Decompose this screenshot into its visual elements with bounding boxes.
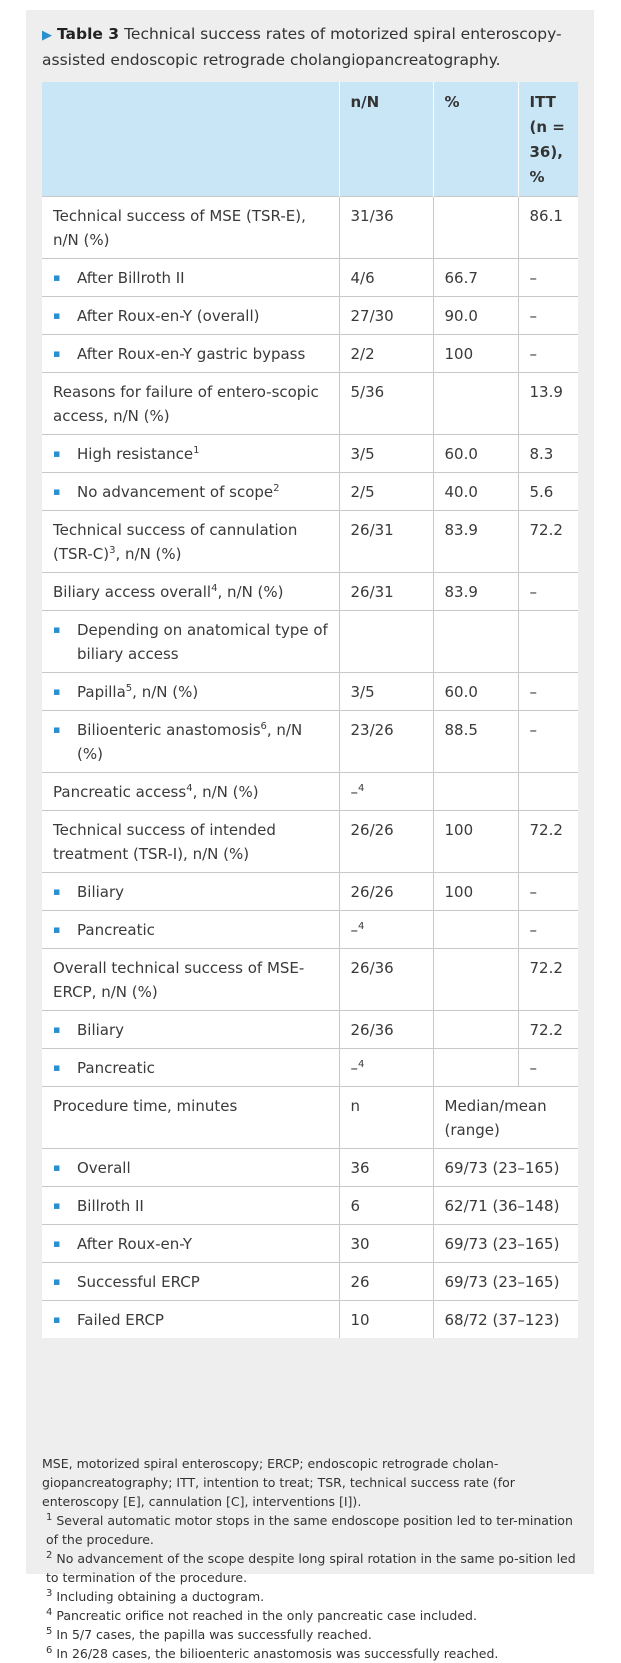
row-label (42, 1149, 339, 1187)
row-label-text (77, 342, 305, 366)
row-label (42, 1301, 339, 1339)
table-row (42, 611, 578, 673)
row-label-content (53, 780, 333, 804)
cell-stat: Median/mean (range) (433, 1087, 578, 1149)
footnote-text: In 26/28 cases, the bilioenteric anastomosis was successfully reached. (56, 1646, 499, 1661)
cell-pct: 60.0 (433, 435, 518, 473)
bullet-square-icon: ▪ (53, 1313, 61, 1326)
bullet-square-icon: ▪ (53, 309, 61, 322)
cell-nN (339, 573, 433, 611)
cell-nN (339, 373, 433, 435)
cell-nN (339, 197, 433, 259)
header-pct: % (433, 82, 518, 197)
cell-n: 30 (339, 1225, 433, 1263)
cell-nN-value: 31/36 (350, 207, 394, 225)
footnote-ref: 4 (358, 921, 365, 932)
cell-nN (339, 335, 433, 373)
cell-pct (433, 373, 518, 435)
footnote-ref: 4 (186, 783, 193, 794)
bullet-square-icon: ▪ (53, 685, 61, 698)
row-label-main: Depending on anatomical type of biliary access (77, 621, 328, 663)
bullet-square-icon: ▪ (53, 1161, 61, 1174)
row-label-text (77, 442, 200, 466)
cell-nN-value: – (350, 783, 358, 801)
row-label (42, 197, 339, 259)
cell-nN-value: 3/5 (350, 445, 375, 463)
row-label-content (53, 1270, 333, 1294)
row-label-text (53, 821, 276, 863)
caption-arrow-icon: ▶ (42, 28, 52, 43)
row-label-main: Papilla (77, 683, 126, 701)
cell-nN-value: 3/5 (350, 683, 375, 701)
row-label: Procedure time, minutes (42, 1087, 339, 1149)
cell-pct: 90.0 (433, 297, 518, 335)
header-row (42, 82, 578, 197)
cell-nN-value: 2/5 (350, 483, 375, 501)
row-label-content (53, 718, 333, 766)
cell-nN (339, 673, 433, 711)
row-label-text (53, 959, 304, 1001)
row-label-text (77, 1056, 155, 1080)
cell-nN (339, 611, 433, 673)
table-caption (26, 10, 594, 72)
row-label-content (53, 956, 333, 1004)
row-label-content (53, 880, 333, 904)
cell-itt: – (518, 711, 578, 773)
table-row (42, 811, 578, 873)
cell-nN (339, 1011, 433, 1049)
row-label-content (53, 442, 333, 466)
cell-nN (339, 811, 433, 873)
row-label-text (77, 1156, 131, 1180)
cell-nN (339, 911, 433, 949)
footnote-ref: 1 (193, 445, 200, 456)
bullet-square-icon: ▪ (53, 923, 61, 936)
row-label-suffix: , n/N (%) (217, 583, 284, 601)
cell-pct: 66.7 (433, 259, 518, 297)
bullet-square-icon: ▪ (53, 271, 61, 284)
row-label-content (53, 1194, 333, 1218)
cell-itt: – (518, 873, 578, 911)
table-row (42, 911, 578, 949)
cell-nN-value: 4/6 (350, 269, 375, 287)
row-label-main: No advancement of scope (77, 483, 274, 501)
cell-itt: 86.1 (518, 197, 578, 259)
row-label-content (53, 342, 333, 366)
cell-nN-value: 26/36 (350, 1021, 394, 1039)
row-label-text (77, 1308, 164, 1332)
row-label (42, 573, 339, 611)
row-label-main: Bilioenteric anastomosis (77, 721, 261, 739)
cell-nN-value: 26/26 (350, 821, 394, 839)
cell-nN (339, 773, 433, 811)
row-label-text (77, 1018, 124, 1042)
table-row (42, 511, 578, 573)
row-label (42, 911, 339, 949)
row-label-text (77, 718, 333, 766)
row-label (42, 373, 339, 435)
row-label-content (53, 1056, 333, 1080)
footnote-mark: 4 (46, 1606, 53, 1618)
row-label-main: After Roux-en-Y gastric bypass (77, 345, 306, 363)
table-notes (42, 1454, 578, 1663)
cell-nN (339, 473, 433, 511)
table-row (42, 197, 578, 259)
cell-pct: 40.0 (433, 473, 518, 511)
cell-nN (339, 711, 433, 773)
cell-itt: 72.2 (518, 811, 578, 873)
table-body (42, 197, 578, 1339)
row-label-main: Pancreatic access (53, 783, 187, 801)
footnote-mark: 6 (46, 1644, 53, 1656)
row-label (42, 1225, 339, 1263)
cell-n: 10 (339, 1301, 433, 1339)
footnote-list (42, 1511, 578, 1663)
footnote-ref: 4 (358, 1059, 365, 1070)
cell-nN-value: – (350, 921, 358, 939)
cell-itt: – (518, 297, 578, 335)
cell-itt: – (518, 335, 578, 373)
caption-text: Technical success rates of motorized spiral enteroscopy-assisted endoscopic retrograde cholangiopancreatography. (42, 25, 562, 69)
table-row (42, 573, 578, 611)
cell-itt: 13.9 (518, 373, 578, 435)
row-label-main: Overall technical success of MSE-ERCP, n/N (%) (53, 959, 305, 1001)
row-label-content (53, 918, 333, 942)
row-label-content (53, 304, 333, 328)
cell-itt: 5.6 (518, 473, 578, 511)
table-row (42, 949, 578, 1011)
row-label-suffix: , n/N (%) (115, 545, 182, 563)
row-label (42, 673, 339, 711)
footnote (42, 1644, 578, 1663)
row-label-main: Successful ERCP (77, 1273, 200, 1291)
cell-nN (339, 1049, 433, 1087)
bullet-square-icon: ▪ (53, 1199, 61, 1212)
row-label-text (77, 480, 280, 504)
bullet-square-icon: ▪ (53, 1237, 61, 1250)
cell-nN-value: – (350, 1059, 358, 1077)
cell-itt: 72.2 (518, 949, 578, 1011)
row-label (42, 711, 339, 773)
footnote-ref: 6 (260, 721, 267, 732)
cell-pct (433, 1049, 518, 1087)
table-row (42, 873, 578, 911)
cell-nN-value: 26/31 (350, 521, 394, 539)
abbreviations-note: MSE, motorized spiral enteroscopy; ERCP; endoscopic retrograde cholan-giopancreatography; ITT, intention to treat; TSR, technical success rate (for enteroscopy [E], cannulation [C], interventions [I]). (42, 1456, 515, 1509)
header-itt: ITT (n = 36), % (518, 82, 578, 197)
row-label-content (53, 204, 333, 252)
row-label-content (53, 680, 333, 704)
row-label (42, 873, 339, 911)
row-label (42, 1263, 339, 1301)
row-label-content (53, 1232, 333, 1256)
cell-nN (339, 511, 433, 573)
cell-nN (339, 435, 433, 473)
row-label-text (53, 521, 297, 563)
row-label-text (77, 1194, 144, 1218)
cell-n: 6 (339, 1187, 433, 1225)
footnote-text: No advancement of the scope despite long spiral rotation in the same po-sition led to termination of the procedure. (46, 1551, 576, 1585)
footnote-ref: 3 (109, 545, 116, 556)
row-label-suffix: , n/N (%) (77, 721, 303, 763)
cell-nN-value: 2/2 (350, 345, 375, 363)
footnote (42, 1625, 578, 1644)
bullet-square-icon: ▪ (53, 885, 61, 898)
row-label-main: Pancreatic (77, 1059, 155, 1077)
cell-itt: 8.3 (518, 435, 578, 473)
table-label: Table 3 (56, 25, 120, 43)
cell-itt: – (518, 573, 578, 611)
cell-pct (433, 1011, 518, 1049)
cell-itt: – (518, 911, 578, 949)
table-row (42, 1011, 578, 1049)
footnote-mark: 1 (46, 1511, 53, 1523)
table-row (42, 1149, 578, 1187)
cell-itt: – (518, 259, 578, 297)
cell-itt: 72.2 (518, 511, 578, 573)
row-label-text (53, 207, 306, 249)
cell-time-value: 68/72 (37–123) (433, 1301, 578, 1339)
row-label (42, 511, 339, 573)
cell-nN (339, 873, 433, 911)
footnote-text: Including obtaining a ductogram. (56, 1589, 265, 1604)
row-label-main: Biliary access overall (53, 583, 212, 601)
cell-nN-value: 5/36 (350, 383, 385, 401)
bullet-square-icon: ▪ (53, 347, 61, 360)
row-label-main: After Roux-en-Y (77, 1235, 193, 1253)
cell-pct (433, 949, 518, 1011)
cell-pct: 88.5 (433, 711, 518, 773)
cell-pct: 83.9 (433, 511, 518, 573)
table-row (42, 1301, 578, 1339)
row-label (42, 297, 339, 335)
bullet-square-icon: ▪ (53, 447, 61, 460)
row-label-main: Technical success of MSE (TSR-E), n/N (%) (53, 207, 306, 249)
bullet-square-icon: ▪ (53, 485, 61, 498)
row-label-suffix: , n/N (%) (192, 783, 259, 801)
footnote-text: In 5/7 cases, the papilla was successfully reached. (56, 1627, 372, 1642)
cell-pct: 60.0 (433, 673, 518, 711)
table-row (42, 473, 578, 511)
table-row (42, 1049, 578, 1087)
cell-nN-value: 23/26 (350, 721, 394, 739)
bullet-square-icon: ▪ (53, 1275, 61, 1288)
footnote (42, 1511, 578, 1549)
bullet-square-icon: ▪ (53, 1023, 61, 1036)
cell-nN-value: 26/31 (350, 583, 394, 601)
row-label-text (53, 783, 259, 801)
row-label-text (77, 1270, 200, 1294)
row-label (42, 1049, 339, 1087)
row-label (42, 259, 339, 297)
header-nN: n/N (339, 82, 433, 197)
footnote-ref: 2 (273, 483, 280, 494)
row-label-text (77, 618, 333, 666)
cell-nN-value: 27/30 (350, 307, 394, 325)
table-row (42, 1087, 578, 1149)
cell-nN-value: 26/26 (350, 883, 394, 901)
cell-n: 26 (339, 1263, 433, 1301)
table-row (42, 435, 578, 473)
row-label-main: Technical success of cannulation (TSR-C) (53, 521, 298, 563)
row-label-main: Overall (77, 1159, 131, 1177)
cell-pct (433, 911, 518, 949)
cell-n: 36 (339, 1149, 433, 1187)
row-label-text (53, 383, 319, 425)
table-row (42, 297, 578, 335)
row-label-content (53, 818, 333, 866)
cell-itt: – (518, 673, 578, 711)
row-label (42, 611, 339, 673)
cell-pct: 100 (433, 873, 518, 911)
row-label-content (53, 580, 333, 604)
row-label (42, 335, 339, 373)
footnote (42, 1549, 578, 1587)
row-label-content (53, 480, 333, 504)
footnote-mark: 3 (46, 1587, 53, 1599)
row-label-main: Failed ERCP (77, 1311, 164, 1329)
row-label (42, 1011, 339, 1049)
row-label-content (53, 1308, 333, 1332)
cell-nN (339, 297, 433, 335)
row-label-content (53, 1018, 333, 1042)
row-label-main: Biliary (77, 883, 125, 901)
cell-time-value: 69/73 (23–165) (433, 1225, 578, 1263)
row-label-content (53, 618, 333, 666)
footnote-ref: 5 (125, 683, 133, 694)
cell-pct (433, 611, 518, 673)
table-row (42, 373, 578, 435)
cell-time-value: 62/71 (36–148) (433, 1187, 578, 1225)
cell-pct: 83.9 (433, 573, 518, 611)
cell-pct: 100 (433, 811, 518, 873)
cell-pct: 100 (433, 335, 518, 373)
row-label-content (53, 266, 333, 290)
row-label-text (77, 1232, 192, 1256)
bullet-square-icon: ▪ (53, 623, 61, 636)
table-row (42, 773, 578, 811)
row-label-text (77, 880, 124, 904)
row-label-main: Reasons for failure of entero-scopic access, n/N (%) (53, 383, 319, 425)
cell-nN: n (339, 1087, 433, 1149)
row-label-main: After Billroth II (77, 269, 185, 287)
table-frame (26, 10, 594, 1661)
footnote (42, 1587, 578, 1606)
footnote (42, 1606, 578, 1625)
row-label-content (53, 380, 333, 428)
row-label-main: Pancreatic (77, 921, 155, 939)
row-label-text (77, 266, 185, 290)
row-label-text (77, 918, 155, 942)
cell-pct (433, 773, 518, 811)
row-label-content (53, 1156, 333, 1180)
header-label (42, 82, 339, 197)
row-label-text (77, 304, 260, 328)
table-row (42, 1263, 578, 1301)
row-label-main: Biliary (77, 1021, 125, 1039)
cell-itt: – (518, 1049, 578, 1087)
row-label (42, 811, 339, 873)
table-row (42, 1225, 578, 1263)
row-label (42, 773, 339, 811)
table-row (42, 335, 578, 373)
cell-nN-value: 26/36 (350, 959, 394, 977)
row-label-content (53, 518, 333, 566)
cell-itt (518, 611, 578, 673)
footnote-ref: 4 (358, 783, 365, 794)
table-row (42, 259, 578, 297)
row-label (42, 473, 339, 511)
results-table (42, 82, 578, 1338)
table-row (42, 673, 578, 711)
row-label-suffix: , n/N (%) (132, 683, 199, 701)
row-label-main: Billroth II (77, 1197, 144, 1215)
bullet-square-icon: ▪ (53, 1061, 61, 1074)
row-label-text (53, 583, 284, 601)
row-label-main: After Roux-en-Y (overall) (77, 307, 260, 325)
cell-nN (339, 259, 433, 297)
footnote-mark: 5 (46, 1625, 53, 1637)
table-row (42, 711, 578, 773)
row-label-text (77, 680, 198, 704)
cell-itt (518, 773, 578, 811)
row-label-main: High resistance (77, 445, 194, 463)
cell-time-value: 69/73 (23–165) (433, 1263, 578, 1301)
table-body-wrap (42, 82, 578, 1338)
footnote-ref: 4 (211, 583, 218, 594)
cell-nN (339, 949, 433, 1011)
row-label (42, 949, 339, 1011)
bullet-square-icon: ▪ (53, 723, 61, 736)
cell-itt: 72.2 (518, 1011, 578, 1049)
table-row (42, 1187, 578, 1225)
cell-time-value: 69/73 (23–165) (433, 1149, 578, 1187)
cell-pct (433, 197, 518, 259)
footnote-text: Pancreatic orifice not reached in the only pancreatic case included. (56, 1608, 477, 1623)
row-label-main: Technical success of intended treatment (TSR-I), n/N (%) (53, 821, 276, 863)
row-label (42, 1187, 339, 1225)
footnote-text: Several automatic motor stops in the same endoscope position led to ter-mination of the procedure. (46, 1513, 573, 1547)
footnote-mark: 2 (46, 1549, 53, 1561)
row-label (42, 435, 339, 473)
